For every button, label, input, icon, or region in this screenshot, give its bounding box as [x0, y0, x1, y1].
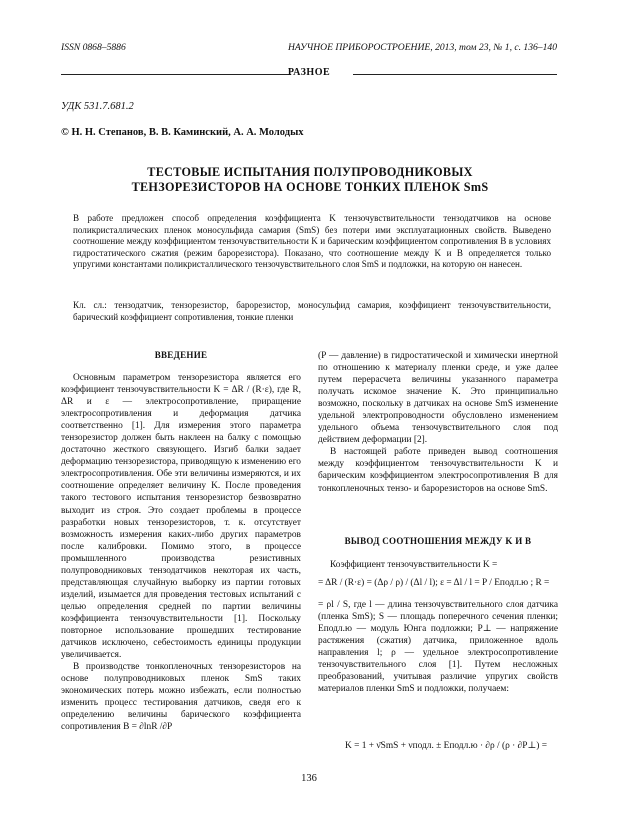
title-line-1: ТЕСТОВЫЕ ИСПЫТАНИЯ ПОЛУПРОВОДНИКОВЫХ [147, 165, 473, 179]
left-column [61, 372, 301, 733]
intro-paragraph-4: В настоящей работе приведен вывод соотношения между коэффициентом тензочувствительности K и барическим коэффициентом электросопротивления B для тонкопленочных тензо- и барорезисторов на основе SmS. [318, 447, 558, 494]
formula-1: = ΔR / (R·ε) = (Δρ / ρ) / (Δl / l); ε = Δl / l = P / Eподл.ю ; R = [318, 578, 550, 588]
derivation-intro: Коэффициент тензочувствительности K = [330, 560, 498, 570]
header-journal: НАУЧНОЕ ПРИБОРОСТРОЕНИЕ, 2013, том 23, № 1, с. 136–140 [287, 42, 557, 53]
page-number: 136 [301, 773, 317, 784]
derivation-heading: ВЫВОД СООТНОШЕНИЯ МЕЖДУ K И B [344, 536, 532, 546]
intro-heading: ВВЕДЕНИЕ [154, 350, 208, 360]
header-issn: ISSN 0868–5886 [61, 42, 126, 53]
intro-paragraph-1: Основным параметром тензорезистора является его коэффициент тензочувствительности K = ΔR / (R·ε), где R, ΔR и ε — электросопротивление, приращение электросопротивления и деформация датчика соответственно [1]. Для измерения этого параметра тензорезистор должен быть наклеен на балку с помощью достаточно жесткого связующего. Изгиб балки задает деформацию тензорезистора, приводящую к изменению его электросопротивления. Обе эти величины измеряются, и их соотношение определяет величину K. После проведения такого тестового испытания тензорезистор безвозвратно выходит из строя. Это создает проблемы в процессе разработки новых тензорезисторов, т. к. отсутствует возможность измерения каких-либо других параметров после калибровки. Помимо этого, в процессе промышленного производства резистивных полупроводниковых тензодатчиков некоторая их часть, представляющая случайную выборку из партии готовых изделий, изымается для проведения тестовых испытаний с целью определения средней по партии величины коэффициента тензочувствительности [1]. Поскольку повторное использование прошедших тестирование датчиков исключено, себестоимость единицы продукции увеличивается. [61, 373, 301, 661]
section-label: РАЗНОЕ [287, 67, 331, 78]
intro-paragraph-3: (P — давление) в гидростатической и химически инертной по отношению к материалу пленки среде, и уже далее путем перерасчета величины указанного параметра получать искомое значение K. Это принципиально возможно, поскольку в датчиках на основе SmS изменение удельной электропроводности обусловлено изменением удельного объема тензочувствительного слоя под действием деформации [2]. [318, 351, 558, 446]
article-title [70, 165, 550, 195]
authors: © Н. Н. Степанов, В. В. Каминский, А. А. Молодых [61, 127, 304, 138]
derivation-paragraph: = ρl / S, где l — длина тензочувствительного слоя датчика (пленка SmS); S — площадь поперечного сечения пленки; Eподл.ю — модуль Юнга подложки; P⊥ — напряжение растяжения (сжатия) датчика, приложенное вдоль направления l; ρ — удельное электросопротивление тензочувствительного слоя [1]. Путем несложных преобразований, учитывая различие упругих свойств материалов пленки SmS и подложки, получаем: [318, 600, 558, 695]
udk-code: УДК 531.7.681.2 [61, 101, 134, 112]
abstract: В работе предложен способ определения коэффициента K тензочувствительности тензодатчиков на основе поликристаллических пленок моносульфида самария (SmS) без потери ими эксплуатационных свойств. Выведено соотношение между коэффициентом тензочувствительности K и барическим коэффициентом сопротивления B в условиях гидростатического сжатия (режим барорезистора). Показано, что соотношение между K и B определяется только упругими константами поликристаллического тензочувствительного слоя SmS и подложки, на которую он нанесен. [73, 213, 551, 270]
formula-2: K = 1 + ν̄SmS + νподл. ± Eподл.ю · ∂ρ / (ρ · ∂P⊥) = [345, 741, 548, 751]
derivation-text [318, 599, 558, 695]
title-line-2: ТЕНЗОРЕЗИСТОРОВ НА ОСНОВЕ ТОНКИХ ПЛЕНОК SmS [131, 180, 489, 194]
keywords: Кл. сл.: тензодатчик, тензорезистор, барорезистор, моносульфид самария, коэффициент тензочувствительности, барический коэффициент сопротивления, тонкие пленки [73, 300, 551, 322]
derivation-text-start [318, 559, 558, 571]
right-column-top [318, 350, 558, 495]
intro-paragraph-2: В производстве тонкопленочных тензорезисторов на основе полупроводниковых пленок SmS таких экономических потерь можно избежать, если полностью изменить процесс тестирования датчиков, сведя его к определению величины барического коэффициента сопротивления B = ∂lnR /∂P [61, 662, 301, 733]
